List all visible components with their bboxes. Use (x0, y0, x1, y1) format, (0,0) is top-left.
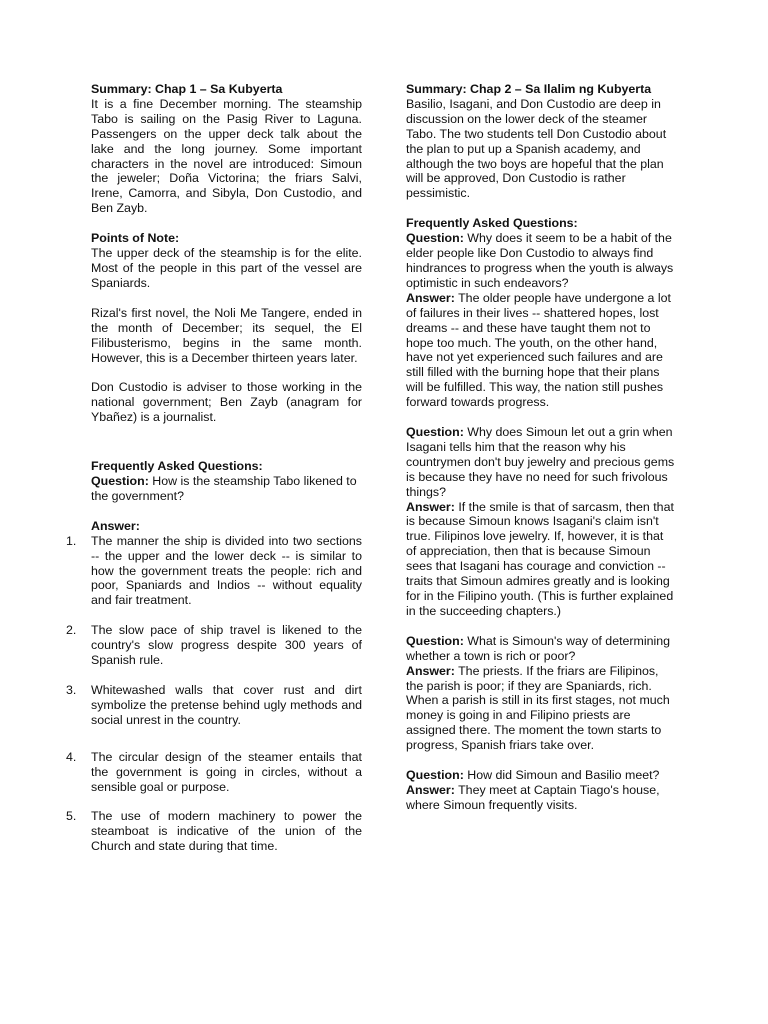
chap1-faq-heading: Frequently Asked Questions: (91, 459, 263, 474)
answer-text: The older people have undergone a lot of failures in their lives -- shattered hopes, lost dreams -- and these have taught them not to hope too much. The youth, on the other hand, have not yet experienced such failures and are still filled with the burning hope that their plans will be fulfilled. This way, the nation still pushes forward towards progress. (406, 290, 671, 410)
answer-text: Whitewashed walls that cover rust and dirt symbolize the pretense behind ugly methods and social unrest in the country. (91, 683, 362, 727)
answer-text: If the smile is that of sarcasm, then that is because Simoun knows Isagani's claim isn't true. Filipinos love jewelry. If, however, it is that of appreciation, then that is because Simoun sees that Isagani has courage and conviction -- traits that Simoun admires greatly and is looking for in the Filipino youth. (This is further explained in the succeeding chapters.) (406, 499, 674, 618)
answer-item (66, 809, 362, 854)
question-label: Question: (406, 633, 464, 648)
answer-label: Answer: (406, 290, 455, 305)
question-label: Question: (406, 425, 464, 440)
question-label: Question: (406, 768, 464, 783)
chap2-faq-heading: Frequently Asked Questions: (406, 216, 578, 231)
chap1-title: Summary: Chap 1 – Sa Kubyerta (91, 82, 283, 96)
qa-question (406, 231, 676, 291)
chap2-title: Summary: Chap 2 – Sa Ilalim ng Kubyerta (406, 82, 652, 96)
question-text: What is Simoun's way of determining whether a town is rich or poor? (406, 633, 671, 663)
point-3: Don Custodio is adviser to those working in the national government; Ben Zayb (anagram for Ybañez) is a journalist. (91, 380, 362, 425)
qa-answer (406, 500, 676, 619)
answer-text: The slow pace of ship travel is likened to the country's slow progress despite 300 years of Spanish rule. (91, 623, 362, 668)
answer-text: The manner the ship is divided into two sections -- the upper and the lower deck -- is similar to how the government treats the people: rich and poor, Spaniards and Indios -- without equality and fair treatment. (91, 533, 362, 608)
point-1: The upper deck of the steamship is for the elite. Most of the people in this part of the vessel are Spaniards. (91, 246, 362, 290)
answer-text: The priests. If the friars are Filipinos, the parish is poor; if they are Spaniards, rich. When a parish is still in its first stages, not much money is going in and Filipino priests are assigned there. The moment the town starts to progress, Spanish friars take over. (406, 663, 670, 753)
answer-list (66, 533, 362, 854)
right-column (406, 82, 676, 813)
answer-label: Answer: (406, 782, 455, 797)
answer-item (66, 683, 362, 728)
qa-answer (406, 664, 676, 753)
question-label: Question: (406, 231, 464, 246)
question-text: How did Simoun and Basilio meet? (467, 768, 660, 783)
chap1-answer-label: Answer: (91, 518, 140, 533)
question-text: Why does Simoun let out a grin when Isagani tells him that the reason why his countrymen don't buy jewelry and precious gems is because they have no need for such frivolous things? (406, 425, 675, 499)
chap2-summary: Basilio, Isagani, and Don Custodio are deep in discussion on the lower deck of the steamer Tabo. The two students tell Don Custodio about the plan to put up a Spanish academy, and although the two boys are hopeful that the plan will be approved, Don Custodio is rather pessimistic. (406, 96, 667, 201)
qa-answer (406, 783, 676, 813)
left-column (66, 82, 362, 854)
question-text: Why does it seem to be a habit of the elder people like Don Custodio to always find hindrances to progress when the youth is always optimistic in such endeavors? (406, 231, 674, 290)
answer-label: Answer: (406, 499, 455, 514)
answer-item (66, 623, 362, 668)
answer-number: 5. (66, 809, 77, 824)
question-text: How is the steamship Tabo likened to the government? (91, 474, 357, 503)
qa-question (406, 425, 676, 500)
qa-question (406, 634, 676, 664)
point-2: Rizal's first novel, the Noli Me Tangere, ended in the month of December; its sequel, the El Filibusterismo, begins in the same month. However, this is a December thirteen years later. (91, 305, 362, 365)
qa-question (406, 768, 676, 783)
answer-label: Answer: (406, 663, 455, 678)
points-heading: Points of Note: (91, 231, 180, 246)
question-label: Question: (91, 474, 149, 489)
answer-item (66, 533, 362, 609)
answer-number: 4. (66, 749, 77, 764)
answer-number: 3. (66, 683, 77, 697)
answer-number: 1. (66, 533, 77, 548)
chap1-summary: It is a fine December morning. The steamship Tabo is sailing on the Pasig River to Laguna. Passengers on the upper deck talk about the lake and the long journey. Some important characters in the novel are introduced: Simoun the jeweler; Doña Victorina; the friars Salvi, Irene, Camorra, and Sibyla, Don Custodio, and Ben Zayb. (91, 96, 362, 216)
answer-text: They meet at Captain Tiago's house, where Simoun frequently visits. (406, 782, 660, 812)
chap1-question (91, 474, 362, 504)
answer-item (66, 749, 362, 795)
answer-text: The use of modern machinery to power the steamboat is indicative of the union of the Church and state during that time. (91, 809, 362, 854)
answer-text: The circular design of the steamer entails that the government is going in circles, without a sensible goal or purpose. (91, 749, 362, 794)
qa-answer (406, 291, 676, 410)
answer-number: 2. (66, 623, 77, 638)
